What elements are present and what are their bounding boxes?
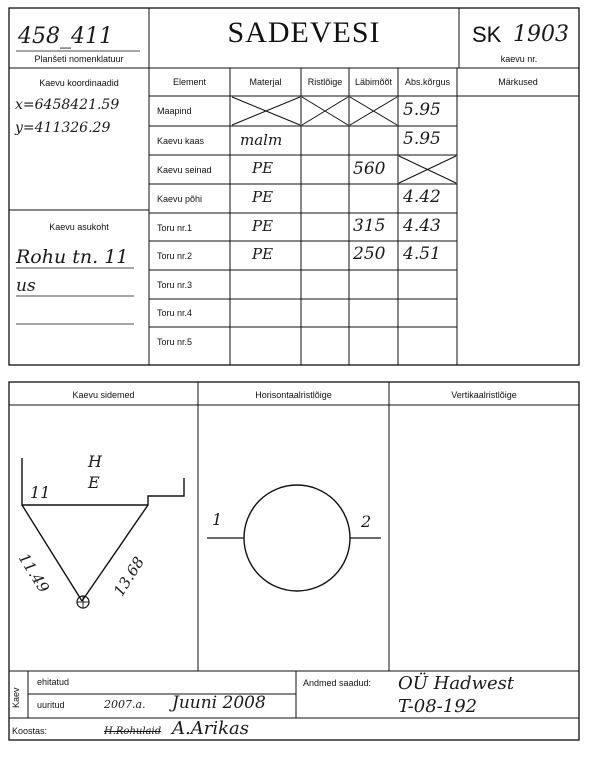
- row-abs: 5.95: [403, 129, 441, 149]
- row-diameter: 315: [353, 216, 386, 236]
- pipe1-number: 1: [212, 510, 223, 529]
- row-element: Toru nr.5: [157, 337, 193, 347]
- sketch-eleven: 11: [30, 483, 51, 502]
- compiled-printed: H.Rohulaid: [104, 726, 162, 737]
- row-material: PE: [252, 217, 274, 235]
- surveyed-date: Juuni 2008: [172, 693, 266, 713]
- nomenclature-value: 458_411: [18, 24, 113, 49]
- col-materjal: Materjal: [249, 77, 282, 87]
- page-title: SADEVESI: [227, 16, 381, 49]
- data-source-label: Andmed saadud:: [303, 678, 372, 688]
- row-material: malm: [240, 131, 283, 149]
- col-labimoot: Läbimõõt: [354, 77, 393, 87]
- section-vertical: Vertikaalristlõige: [451, 390, 517, 400]
- location-label: Kaevu asukoht: [49, 222, 109, 232]
- col-ristloige: Ristlõige: [307, 77, 343, 87]
- row-element: Toru nr.4: [157, 308, 193, 318]
- row-abs: 4.42: [403, 187, 441, 207]
- row-element: Maapind: [157, 106, 192, 116]
- coord-y: y=411326.29: [15, 120, 111, 136]
- location-note: us: [16, 276, 36, 296]
- pipe2-length: 13.68: [110, 553, 149, 600]
- col-element: Element: [172, 77, 207, 87]
- data-source-company: OÜ Hadwest: [398, 673, 515, 694]
- row-element: Toru nr.2: [157, 251, 193, 261]
- pipe2-number: 2: [361, 512, 372, 531]
- col-abs: Abs.kõrgus: [404, 77, 451, 87]
- row-abs: 5.95: [403, 100, 441, 120]
- data-source-ref: T-08-192: [398, 696, 478, 717]
- col-markused: Märkused: [498, 77, 538, 87]
- code-label: kaevu nr.: [500, 54, 538, 64]
- nomenclature-label: Planšeti nomenklatuur: [34, 54, 124, 64]
- sketch-h: H: [88, 452, 102, 471]
- footer-side-label: Kaev: [11, 687, 21, 708]
- code-value: 1903: [513, 22, 569, 47]
- row-element: Kaevu seinad: [157, 165, 212, 175]
- code-prefix: SK: [472, 22, 502, 47]
- compiled-signature: A.Arikas: [172, 718, 249, 739]
- row-element: Toru nr.3: [157, 280, 193, 290]
- row-material: PE: [252, 188, 274, 206]
- row-element: Toru nr.1: [157, 223, 193, 233]
- row-material: PE: [252, 159, 274, 177]
- row-abs: 4.43: [403, 216, 441, 236]
- row-material: PE: [252, 245, 274, 263]
- sketch-e: E: [88, 473, 100, 492]
- pipe1-length: 11.49: [14, 550, 53, 596]
- compiled-label: Koostas:: [12, 726, 48, 736]
- surveyed-label: uuritud: [37, 700, 65, 710]
- section-horizontal: Horisontaalristlõige: [255, 390, 332, 400]
- coord-x: x=6458421.59: [15, 97, 120, 113]
- row-element: Kaevu põhi: [157, 194, 203, 204]
- row-abs: 4.51: [403, 244, 441, 264]
- location-street: Rohu tn. 11: [16, 246, 129, 268]
- coords-label: Kaevu koordinaadid: [39, 78, 119, 88]
- row-element: Kaevu kaas: [157, 136, 205, 146]
- surveyed-year: 2007.a.: [104, 698, 146, 711]
- built-label: ehitatud: [37, 677, 70, 687]
- row-diameter: 250: [353, 244, 386, 264]
- section-connections: Kaevu sidemed: [72, 390, 135, 400]
- row-diameter: 560: [353, 159, 386, 179]
